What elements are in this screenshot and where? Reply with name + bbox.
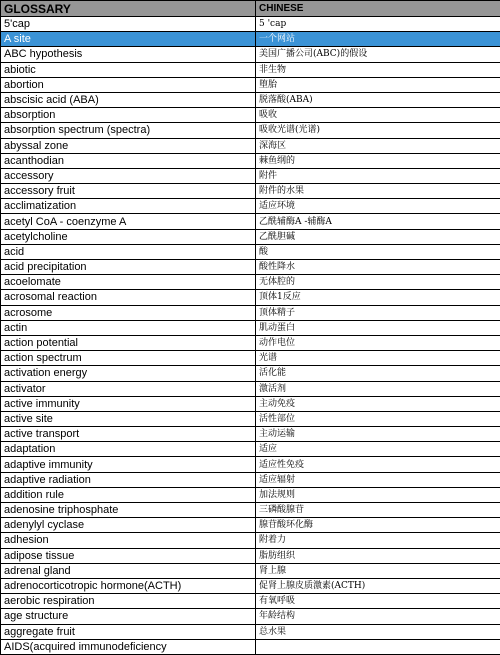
english-term-cell[interactable]: adenosine triphosphate <box>1 503 256 518</box>
chinese-translation-cell[interactable]: 适应 <box>256 442 500 457</box>
table-row[interactable] <box>1 442 500 457</box>
chinese-translation-cell[interactable]: 光谱 <box>256 351 500 366</box>
table-row[interactable] <box>1 92 500 107</box>
table-row[interactable] <box>1 168 500 183</box>
english-term-cell[interactable]: adaptive radiation <box>1 472 256 487</box>
chinese-translation-cell[interactable]: 动作电位 <box>256 335 500 350</box>
header-row <box>1 1 500 17</box>
english-term-cell[interactable]: absorption spectrum (spectra) <box>1 123 256 138</box>
english-term-cell[interactable]: adenylyl cyclase <box>1 518 256 533</box>
glossary-column-header[interactable]: GLOSSARY <box>1 1 256 17</box>
english-term-cell[interactable]: abiotic <box>1 62 256 77</box>
table-row[interactable] <box>1 32 500 47</box>
english-term-cell[interactable]: acid precipitation <box>1 260 256 275</box>
chinese-translation-cell[interactable]: 非生物 <box>256 62 500 77</box>
table-row[interactable] <box>1 578 500 593</box>
english-term-cell[interactable]: accessory <box>1 168 256 183</box>
english-term-cell[interactable]: acrosome <box>1 305 256 320</box>
chinese-translation-cell[interactable]: 5 'cap <box>256 17 500 32</box>
chinese-translation-cell[interactable]: 脱落酸(ABA) <box>256 92 500 107</box>
english-term-cell[interactable]: acanthodian <box>1 153 256 168</box>
table-row[interactable] <box>1 153 500 168</box>
english-term-cell[interactable]: activator <box>1 381 256 396</box>
english-term-cell[interactable]: age structure <box>1 609 256 624</box>
table-row[interactable] <box>1 123 500 138</box>
table-row[interactable] <box>1 639 500 654</box>
english-term-cell[interactable]: A site <box>1 32 256 47</box>
table-row[interactable] <box>1 396 500 411</box>
chinese-translation-cell[interactable]: 年龄结构 <box>256 609 500 624</box>
table-row[interactable] <box>1 563 500 578</box>
chinese-translation-cell[interactable]: 三磷酸腺苷 <box>256 503 500 518</box>
table-row[interactable] <box>1 320 500 335</box>
english-term-cell[interactable]: actin <box>1 320 256 335</box>
chinese-translation-cell[interactable]: 附件的水果 <box>256 184 500 199</box>
english-term-cell[interactable]: adaptive immunity <box>1 457 256 472</box>
table-row[interactable] <box>1 381 500 396</box>
english-term-cell[interactable]: acrosomal reaction <box>1 290 256 305</box>
table-row[interactable] <box>1 17 500 32</box>
english-term-cell[interactable]: accessory fruit <box>1 184 256 199</box>
table-row[interactable] <box>1 457 500 472</box>
table-row[interactable] <box>1 184 500 199</box>
table-row[interactable] <box>1 609 500 624</box>
english-term-cell[interactable]: adrenocorticotropic hormone(ACTH) <box>1 578 256 593</box>
chinese-translation-cell[interactable]: 脂肪组织 <box>256 548 500 563</box>
chinese-translation-cell[interactable]: 肌动蛋白 <box>256 320 500 335</box>
table-row[interactable] <box>1 624 500 639</box>
table-row[interactable] <box>1 594 500 609</box>
table-row[interactable] <box>1 351 500 366</box>
english-term-cell[interactable]: activation energy <box>1 366 256 381</box>
english-term-cell[interactable]: acclimatization <box>1 199 256 214</box>
chinese-translation-cell[interactable]: 肾上腺 <box>256 563 500 578</box>
table-row[interactable] <box>1 411 500 426</box>
table-row[interactable] <box>1 503 500 518</box>
table-row[interactable] <box>1 275 500 290</box>
chinese-translation-cell[interactable]: 附件 <box>256 168 500 183</box>
english-term-cell[interactable]: acetyl CoA - coenzyme A <box>1 214 256 229</box>
chinese-translation-cell[interactable]: 有氧呼吸 <box>256 594 500 609</box>
table-row[interactable] <box>1 108 500 123</box>
chinese-translation-cell[interactable]: 顶体精子 <box>256 305 500 320</box>
chinese-translation-cell[interactable]: 乙酰胆碱 <box>256 229 500 244</box>
english-term-cell[interactable]: active immunity <box>1 396 256 411</box>
table-row[interactable] <box>1 138 500 153</box>
english-term-cell[interactable]: action spectrum <box>1 351 256 366</box>
english-term-cell[interactable]: addition rule <box>1 487 256 502</box>
english-term-cell[interactable]: aerobic respiration <box>1 594 256 609</box>
chinese-translation-cell[interactable]: 堕胎 <box>256 77 500 92</box>
english-term-cell[interactable]: action potential <box>1 335 256 350</box>
chinese-translation-cell[interactable]: 促肾上腺皮质激素(ACTH) <box>256 578 500 593</box>
chinese-translation-cell[interactable]: 主动免疫 <box>256 396 500 411</box>
table-row[interactable] <box>1 472 500 487</box>
chinese-translation-cell[interactable] <box>256 639 500 654</box>
english-term-cell[interactable]: abortion <box>1 77 256 92</box>
table-row[interactable] <box>1 62 500 77</box>
english-term-cell[interactable]: adipose tissue <box>1 548 256 563</box>
table-row[interactable] <box>1 229 500 244</box>
chinese-translation-cell[interactable]: 适应辐射 <box>256 472 500 487</box>
english-term-cell[interactable]: 5'cap <box>1 17 256 32</box>
chinese-translation-cell[interactable]: 酸性降水 <box>256 260 500 275</box>
english-term-cell[interactable]: acoelomate <box>1 275 256 290</box>
table-row[interactable] <box>1 335 500 350</box>
chinese-translation-cell[interactable]: 总水果 <box>256 624 500 639</box>
chinese-translation-cell[interactable]: 吸收 <box>256 108 500 123</box>
english-term-cell[interactable]: active site <box>1 411 256 426</box>
english-term-cell[interactable]: adrenal gland <box>1 563 256 578</box>
english-term-cell[interactable]: abyssal zone <box>1 138 256 153</box>
table-row[interactable] <box>1 487 500 502</box>
chinese-translation-cell[interactable]: 活性部位 <box>256 411 500 426</box>
chinese-translation-cell[interactable]: 美国广播公司(ABC)的假设 <box>256 47 500 62</box>
chinese-translation-cell[interactable]: 附着力 <box>256 533 500 548</box>
table-row[interactable] <box>1 548 500 563</box>
chinese-translation-cell[interactable]: 顶体1反应 <box>256 290 500 305</box>
table-row[interactable] <box>1 427 500 442</box>
chinese-translation-cell[interactable]: 一个网站 <box>256 32 500 47</box>
chinese-column-header[interactable]: CHINESE <box>256 1 500 17</box>
english-term-cell[interactable]: adhesion <box>1 533 256 548</box>
table-row[interactable] <box>1 260 500 275</box>
chinese-translation-cell[interactable]: 适应性免疫 <box>256 457 500 472</box>
english-term-cell[interactable]: active transport <box>1 427 256 442</box>
chinese-translation-cell[interactable]: 乙酰辅酶A -辅酶A <box>256 214 500 229</box>
table-row[interactable] <box>1 366 500 381</box>
chinese-translation-cell[interactable]: 加法规则 <box>256 487 500 502</box>
chinese-translation-cell[interactable]: 无体腔的 <box>256 275 500 290</box>
chinese-translation-cell[interactable]: 腺苷酸环化酶 <box>256 518 500 533</box>
english-term-cell[interactable]: AIDS(acquired immunodeficiency <box>1 639 256 654</box>
chinese-translation-cell[interactable]: 适应环境 <box>256 199 500 214</box>
english-term-cell[interactable]: acetylcholine <box>1 229 256 244</box>
english-term-cell[interactable]: abscisic acid (ABA) <box>1 92 256 107</box>
table-row[interactable] <box>1 77 500 92</box>
chinese-translation-cell[interactable]: 棘鱼纲的 <box>256 153 500 168</box>
table-row[interactable] <box>1 533 500 548</box>
table-row[interactable] <box>1 214 500 229</box>
chinese-translation-cell[interactable]: 主动运输 <box>256 427 500 442</box>
table-row[interactable] <box>1 47 500 62</box>
english-term-cell[interactable]: aggregate fruit <box>1 624 256 639</box>
english-term-cell[interactable]: adaptation <box>1 442 256 457</box>
chinese-translation-cell[interactable]: 酸 <box>256 244 500 259</box>
table-row[interactable] <box>1 244 500 259</box>
english-term-cell[interactable]: ABC hypothesis <box>1 47 256 62</box>
glossary-rows <box>1 17 500 655</box>
table-row[interactable] <box>1 199 500 214</box>
table-row[interactable] <box>1 305 500 320</box>
chinese-translation-cell[interactable]: 活化能 <box>256 366 500 381</box>
english-term-cell[interactable]: acid <box>1 244 256 259</box>
table-row[interactable] <box>1 290 500 305</box>
english-term-cell[interactable]: absorption <box>1 108 256 123</box>
table-row[interactable] <box>1 518 500 533</box>
chinese-translation-cell[interactable]: 激活剂 <box>256 381 500 396</box>
chinese-translation-cell[interactable]: 吸收光谱(光谱) <box>256 123 500 138</box>
chinese-translation-cell[interactable]: 深海区 <box>256 138 500 153</box>
